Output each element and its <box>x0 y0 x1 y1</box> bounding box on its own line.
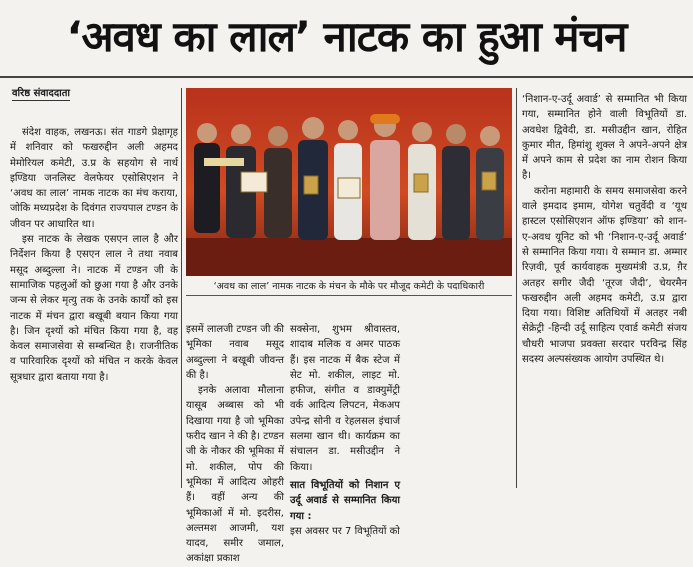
col1-para-2: इस नाटक के लेखक एसएन लाल है और निर्देशन किया है एसएन लाल ने तथा नवाब मसूद अब्दुल्ला ने। नाटक में टण्डन जी के सामाजिक पहलुओं को छुआ गया है और उनके जन्म से लेकर मृत्यु तक के उनके कार्यों को इस नाटक में मंचन द्वारा बखूबी बयान किया गया है। जिन दृश्यों को मंचित किया गया है, वह केवल समाजसेवा से सम्बन्धित है। राजनीतिक व पारिवारिक दृश्यों को मंचित न करके केवल सूत्रधार द्वारा बताया गया है। <box>10 234 178 383</box>
col2-para-1: इसमें लालजी टण्डन जी की भूमिका नवाब मसूद अब्दुल्ला ने बखूबी जीवन्त की है। <box>186 324 284 381</box>
col5-para-2: करोना महामारी के समय समाजसेवा करने वाले इमदाद इमाम, योगेश चतुर्वेदी व ‘यूथ हास्टल एसोसिएशन ऑफ इण्डिया’ को शान-ए-अवध यूनिट को भी ‘निशान-ए-उर्दू अवार्ड’ से सम्मानित किया गया। ये सम्मान डा. अम्मार रिज़वी, पूर्व कार्यवाहक मुख्यमंत्री उ.प्र, ग़ैर अतहर सगीर जैदी ‘तूरज जैदी’, चेयरमैन फखरुद्दीन अली अहमद कमेटी, उ.प्र द्वारा दिया गया। विशिष्ट अतिथियों में अतहर नबी सेक्रेट्री -हिन्दी उर्दू साहित्य एवार्ड कमेटी संजय चौधरी भाजपा प्रवक्ता सरदार परविन्द्र सिंह सदस्य अल्पसंख्यक आयोग उपस्थित थे। <box>522 185 687 366</box>
headline: ‘अवध का लाल’ नाटक का हुआ मंचन <box>66 12 627 61</box>
column-3 <box>290 322 400 539</box>
event-photo-illustration <box>186 88 512 276</box>
col2-para-2: इनके अलावा मौलाना यासूब अब्बास को भी दिखाया गया है जो भूमिका फरीद खान ने की है। टण्डन जी के नौकर की भूमिका में मो. शकील, पोप की भूमिका में आदित्य ओहरी हैं। वहीं अन्य की भूमिकाओं में मो. इदरीस, अल्तमश आजमी, यश यादव, समीर जमाल, अकांक्षा प्रकाश <box>186 385 284 565</box>
byline: वरिष्ठ संवाददाता <box>12 85 70 101</box>
headline-rule <box>0 76 693 78</box>
col5-para-1: ‘निशान-ए-उर्दू अवार्ड’ से सम्मानित भी किया गया, सम्मानित होने वाली विभूतियों डा. अवधेश द्विवेदी, डा. मसीउद्दीन खान, रोहित कुमार मीत, हिमांशु शुक्ल ने अपने-अपने क्षेत्र में अपने काम से प्रदेश का नाम रोशन किया है। <box>522 94 687 182</box>
column-1 <box>10 125 178 385</box>
photo-caption: ‘अवध का लाल’ नामक नाटक के मंचन के मौके पर मौजूद कमेटी के पदाधिकारी <box>186 279 512 296</box>
column-divider <box>516 88 517 488</box>
col3-para-1: सक्सेना, शुभम श्रीवास्तव, शादाब मलिक व अमर पाठक हैं। इस नाटक में बैक स्टेज में सेट मो. शकील, लाइट मो. हफीज, संगीत व डाक्युमेंट्री वर्क आदित्य लिपटन, मेकअप उपेन्द्र सोनी व रेहलसल इंचार्ज सलमा खान थी। कार्यक्रम का संचालन डा. मसीउद्दीन ने किया। <box>290 324 400 473</box>
event-photo <box>186 88 512 276</box>
col1-para-1: संदेश वाहक, लखनऊ। संत गाडगे प्रेक्षागृह में शनिवार को फखरुद्दीन अली अहमद मेमोरियल कमेटी, उ.प्र के सहयोग से नार्थ इण्डिया जनलिस्ट वेलफेयर एसोसिएशन ने ‘अवध का लाल’ नामक नाटक का मंच कराया, जोकि मध्यप्रदेश के दिवंगत राज्यपाल टण्डन के जीवन पर आधारित था। <box>10 127 178 230</box>
column-2 <box>186 322 284 567</box>
column-5 <box>522 92 687 367</box>
column-divider <box>181 88 182 488</box>
col3-tail: इस अवसर पर 7 विभूतियों को <box>290 525 400 537</box>
col3-subheading: सात विभूतियों को निशान ए उर्दू अवार्ड से सम्मानित किया गया : <box>290 479 400 522</box>
